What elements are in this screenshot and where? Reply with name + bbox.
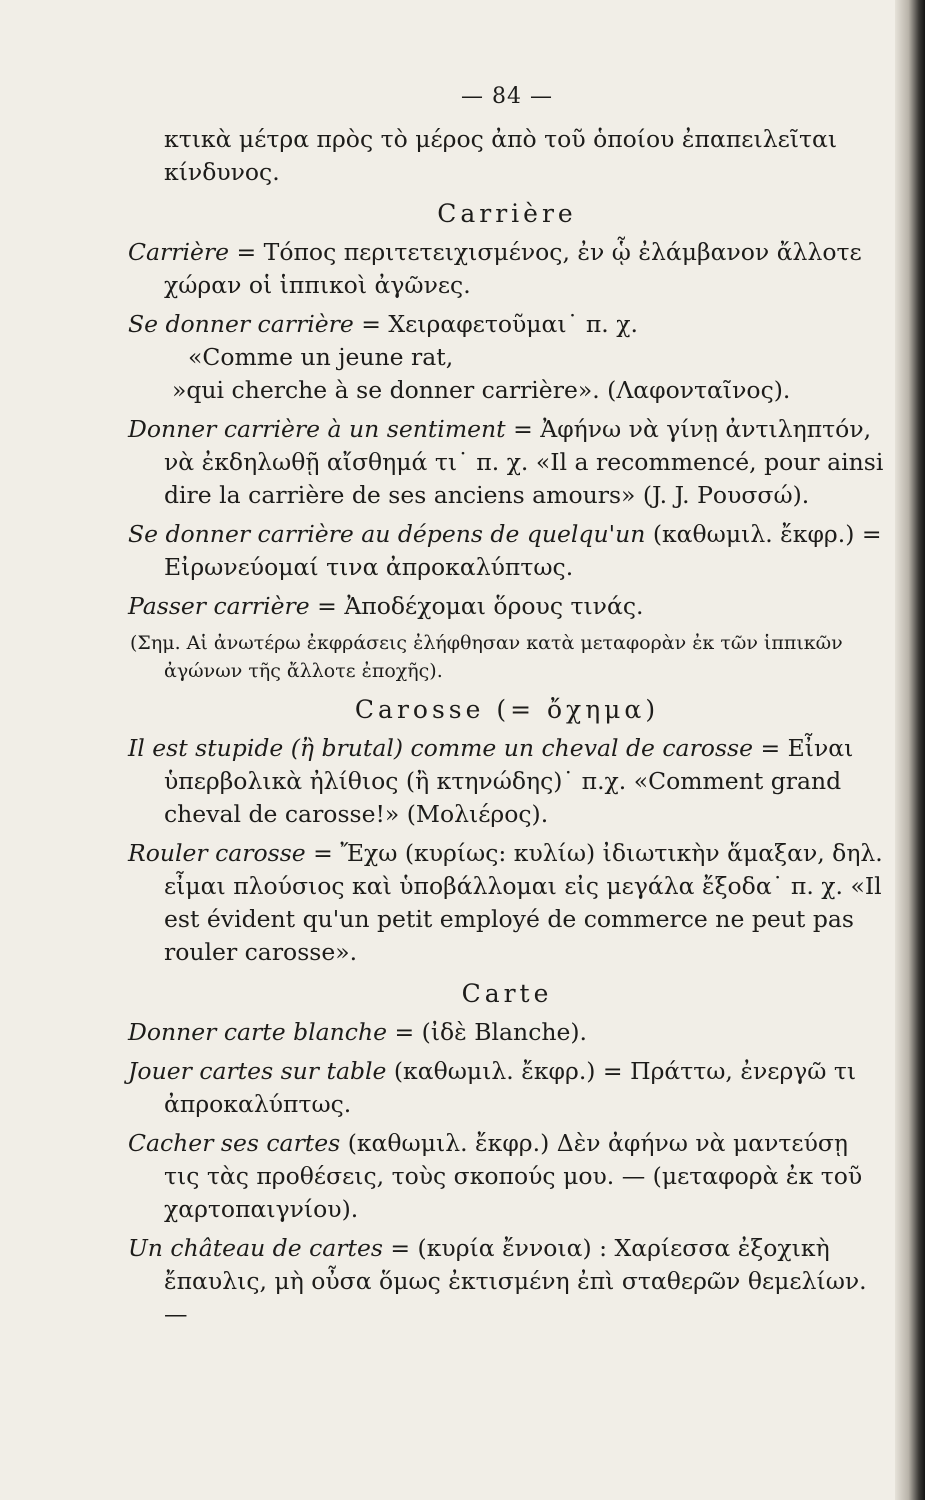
- entry: [128, 236, 886, 302]
- entry-term: Un château de cartes: [128, 1234, 383, 1262]
- entry: [128, 590, 886, 623]
- entry-term: Cacher ses cartes: [128, 1129, 341, 1157]
- entry-term: Donner carrière à un sentiment: [128, 415, 506, 443]
- entry-term: Rouler carosse: [128, 839, 306, 867]
- entry-definition: (καθωμιλ. ἔκφρ.) = Εἰρωνεύομαί τινα ἀπροκαλύπτως.: [164, 520, 882, 581]
- entry: [128, 1016, 886, 1049]
- entry-definition: = (κυρία ἔννοια) : Χαρίεσσα ἐξοχικὴ ἔπαυλις, μὴ οὖσα ὅμως ἐκτισμένη ἐπὶ σταθερῶν θεμελίων.—: [164, 1234, 867, 1328]
- entry-definition: = (ἰδὲ Blanche).: [387, 1018, 588, 1046]
- section-title-carosse: Carosse (= ὄχημα): [354, 695, 660, 724]
- entry-definition: = Ἔχω (κυρίως: κυλίω) ἰδιωτικὴν ἅμαξαν, δηλ. εἶμαι πλούσιος καὶ ὑποβάλλομαι εἰς μεγάλα ἔξοδα˙ π. χ. «Il est évident qu'un petit employé de commerce ne peut pas rouler carosse».: [164, 839, 883, 966]
- entry-term: Donner carte blanche: [128, 1018, 388, 1046]
- quote-line: »qui cherche à se donner carrière». (Λαφονταῖνος).: [172, 376, 791, 404]
- section-title-carriere: Carrière: [437, 199, 577, 228]
- entry: [128, 1055, 886, 1121]
- book-gutter-shadow: [895, 0, 925, 1500]
- page-body: [128, 80, 886, 1337]
- entry-definition: = Χειραφετοῦμαι˙ π. χ.: [353, 310, 638, 338]
- quote-line: «Comme un jeune rat,: [188, 343, 454, 371]
- section-title-carte: Carte: [461, 979, 553, 1008]
- entry-definition: = Εἶναι ὑπερβολικὰ ἠλίθιος (ἢ κτηνώδης)˙ π.χ. «Comment grand cheval de carosse!» (Μολιέρος).: [164, 734, 854, 828]
- page-number: — 84 —: [461, 84, 553, 109]
- entry-term: Jouer cartes sur table: [128, 1057, 387, 1085]
- entry-definition: (καθωμιλ. ἔκφρ.) = Πράττω, ἐνεργῶ τι ἀπροκαλύπτως.: [164, 1057, 857, 1118]
- entry-term: Carrière: [128, 238, 230, 266]
- entry: [128, 837, 886, 969]
- entry: [128, 1127, 886, 1226]
- entry: [128, 1232, 886, 1331]
- entry-term: Passer carrière: [128, 592, 310, 620]
- entry-definition: = Τόπος περιτετειχισμένος, ἐν ᾧ ἐλάμβανον ἄλλοτε χώραν οἱ ἱππικοὶ ἀγῶνες.: [164, 238, 862, 299]
- intro-text: κτικὰ μέτρα πρὸς τὸ μέρος ἀπὸ τοῦ ὁποίου ἐπαπειλεῖται κίνδυνος.: [164, 125, 838, 186]
- entry-term: Se donner carrière au dépens de quelqu'un: [128, 520, 646, 548]
- entry-definition: = Ἀφήνω νὰ γίνῃ ἀντιληπτόν, νὰ ἐκδηλωθῇ αἴσθημά τι˙ π. χ. «Il a recommencé, pour ainsi dire la carrière de ses anciens amours» (J. J. Ρουσσώ).: [164, 415, 884, 509]
- entry-term: Se donner carrière: [128, 310, 354, 338]
- entry-definition: (καθωμιλ. ἔκφρ.) Δὲν ἀφήνω νὰ μαντεύσῃ τις τὰς προθέσεις, τοὺς σκοπούς μου. — (μεταφορὰ ἐκ τοῦ χαρτοπαιγνίου).: [164, 1129, 863, 1223]
- entry: [128, 732, 886, 831]
- entry-term: Il est stupide (ἢ brutal) comme un cheval de carosse: [128, 734, 753, 762]
- entry: [128, 413, 886, 512]
- entry: [128, 308, 886, 341]
- entry: [128, 518, 886, 584]
- note: (Σημ. Αἱ ἀνωτέρω ἐκφράσεις ἐλήφθησαν κατὰ μεταφορὰν ἐκ τῶν ἱππικῶν ἀγώνων τῆς ἄλλοτε ἐποχῆς).: [130, 632, 843, 682]
- entry-definition: = Ἀποδέχομαι ὅρους τινάς.: [309, 592, 644, 620]
